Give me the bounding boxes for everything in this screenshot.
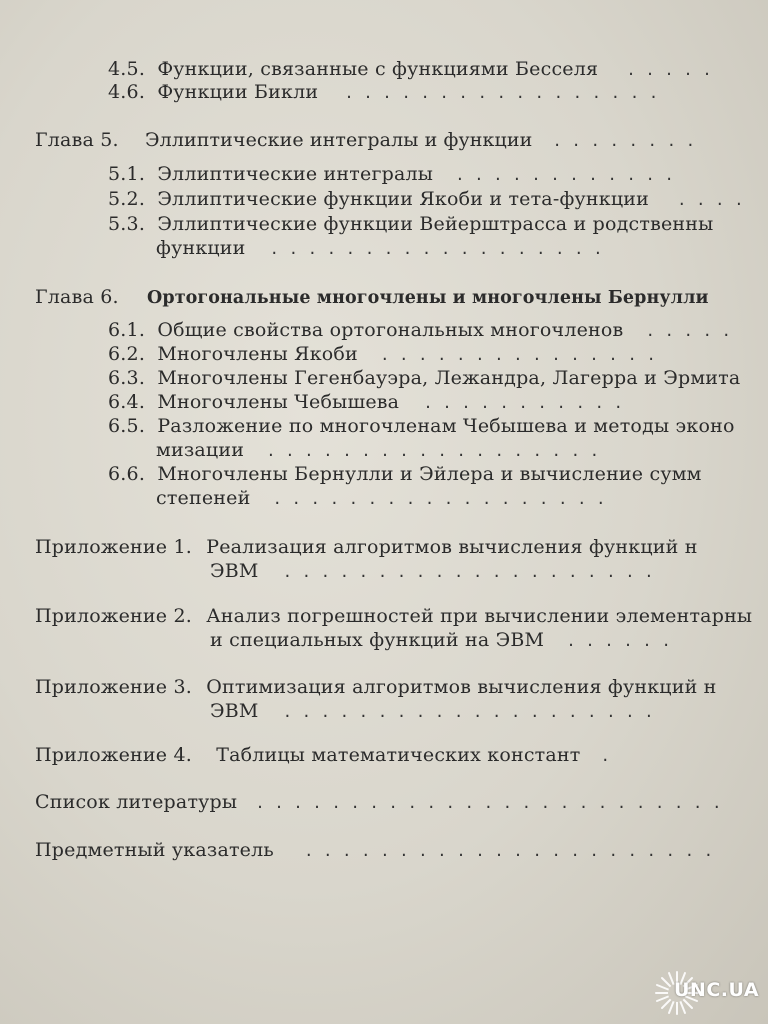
section-number: 6.2.	[108, 343, 146, 365]
section-number: 5.3.	[108, 213, 146, 235]
leader-dots: .....	[626, 61, 722, 79]
toc-appendix-1-cont	[210, 559, 663, 584]
chapter-title: Ортогональные многочлены и многочлены Бернулли	[147, 288, 709, 308]
appendix-title: Таблицы математических констант	[216, 744, 581, 766]
appendix-title-continuation: ЭВМ	[210, 560, 259, 582]
section-number: 5.1.	[108, 163, 146, 185]
appendix-label: Приложение 2.	[35, 605, 192, 627]
section-title: Многочлены Чебышева	[157, 391, 400, 413]
leader-dots: ..................	[266, 442, 609, 460]
section-number: 5.2.	[108, 188, 146, 210]
section-title: Эллиптические функции Якоби и тета-функции	[157, 188, 649, 210]
chapter-label: Глава 6.	[35, 286, 119, 308]
chapter-label: Глава 5.	[35, 129, 119, 151]
toc-entry-6-6	[108, 462, 702, 486]
toc-appendix-4	[35, 743, 620, 768]
appendix-label: Приложение 3.	[35, 676, 192, 698]
toc-appendix-1	[35, 535, 698, 559]
toc-entry-6-6-cont	[156, 486, 615, 511]
watermark	[652, 964, 764, 1020]
appendix-title-continuation: ЭВМ	[210, 700, 259, 722]
toc-entry-6-5-cont	[156, 438, 609, 463]
leader-dots: .	[600, 747, 620, 765]
toc-entry-6-1	[108, 318, 741, 343]
section-title-continuation: степеней	[156, 487, 251, 509]
appendix-title: Оптимизация алгоритмов вычисления функций н	[206, 676, 717, 698]
section-title: Многочлены Якоби	[157, 343, 358, 365]
appendix-label: Приложение 1.	[35, 536, 192, 558]
toc-appendix-3-cont	[210, 699, 663, 724]
toc-entry-5-2	[108, 187, 753, 212]
toc-entry-5-3	[108, 212, 713, 236]
toc-chapter-5	[35, 128, 705, 153]
section-title: Функции, связанные с функциями Бесселя	[157, 58, 599, 80]
leader-dots: ........	[552, 132, 705, 150]
toc-entry-4-5	[108, 57, 722, 82]
section-title: Многочлены Гегенбауэра, Лежандра, Лагерра и Эрмита	[157, 367, 741, 389]
leader-dots: ....................	[282, 703, 664, 721]
section-title: Разложение по многочленам Чебышева и методы эконо	[157, 415, 735, 437]
index-title: Предметный указатель	[35, 839, 274, 861]
section-number: 4.6.	[108, 81, 146, 103]
leader-dots: ......	[566, 632, 681, 650]
toc-entry-6-5	[108, 414, 735, 438]
section-number: 6.6.	[108, 463, 146, 485]
toc-chapter-6	[35, 285, 709, 310]
toc-appendix-2-cont	[210, 628, 681, 653]
section-number: 6.3.	[108, 367, 146, 389]
appendix-title-continuation: и специальных функций на ЭВМ	[210, 629, 545, 651]
section-title: Эллиптические интегралы	[157, 163, 434, 185]
section-number: 4.5.	[108, 58, 146, 80]
section-title: Общие свойства ортогональных многочленов	[157, 319, 624, 341]
leader-dots: ....	[677, 191, 754, 209]
section-number: 6.4.	[108, 391, 146, 413]
toc-appendix-3	[35, 675, 717, 699]
leader-dots: .................	[344, 84, 669, 102]
toc-appendix-2	[35, 604, 752, 628]
appendix-label: Приложение 4.	[35, 744, 192, 766]
leader-dots: ...............	[380, 346, 666, 364]
section-title-continuation: функции	[156, 237, 246, 259]
toc-entry-5-3-cont	[156, 236, 612, 261]
toc-entry-6-3	[108, 366, 740, 390]
leader-dots: .........................	[255, 794, 732, 812]
section-title-continuation: мизации	[156, 439, 245, 461]
watermark-text: UNC.UA	[674, 979, 760, 1001]
references-title: Список литературы	[35, 791, 238, 813]
toc-subject-index	[35, 838, 723, 863]
leader-dots: ......................	[304, 842, 723, 860]
leader-dots: ...........	[423, 394, 633, 412]
leader-dots: .....	[645, 322, 741, 340]
toc-entry-5-1	[108, 162, 684, 187]
leader-dots: ..................	[272, 490, 616, 508]
appendix-title: Анализ погрешностей при вычислении элементарны	[206, 605, 753, 627]
leader-dots: ....................	[282, 563, 664, 581]
section-number: 6.1.	[108, 319, 146, 341]
toc-entry-4-6	[108, 80, 668, 105]
section-title: Функции Бикли	[157, 81, 319, 103]
section-title: Многочлены Бернулли и Эйлера и вычисление сумм	[157, 463, 702, 485]
appendix-title: Реализация алгоритмов вычисления функций н	[206, 536, 698, 558]
toc-references	[35, 790, 731, 815]
section-number: 6.5.	[108, 415, 146, 437]
toc-entry-6-2	[108, 342, 666, 367]
leader-dots: ............	[455, 166, 684, 184]
leader-dots: ..................	[269, 240, 613, 258]
section-title: Эллиптические функции Вейерштрасса и родственны	[157, 213, 714, 235]
chapter-title: Эллиптические интегралы и функции	[145, 129, 533, 151]
toc-entry-6-4	[108, 390, 633, 415]
